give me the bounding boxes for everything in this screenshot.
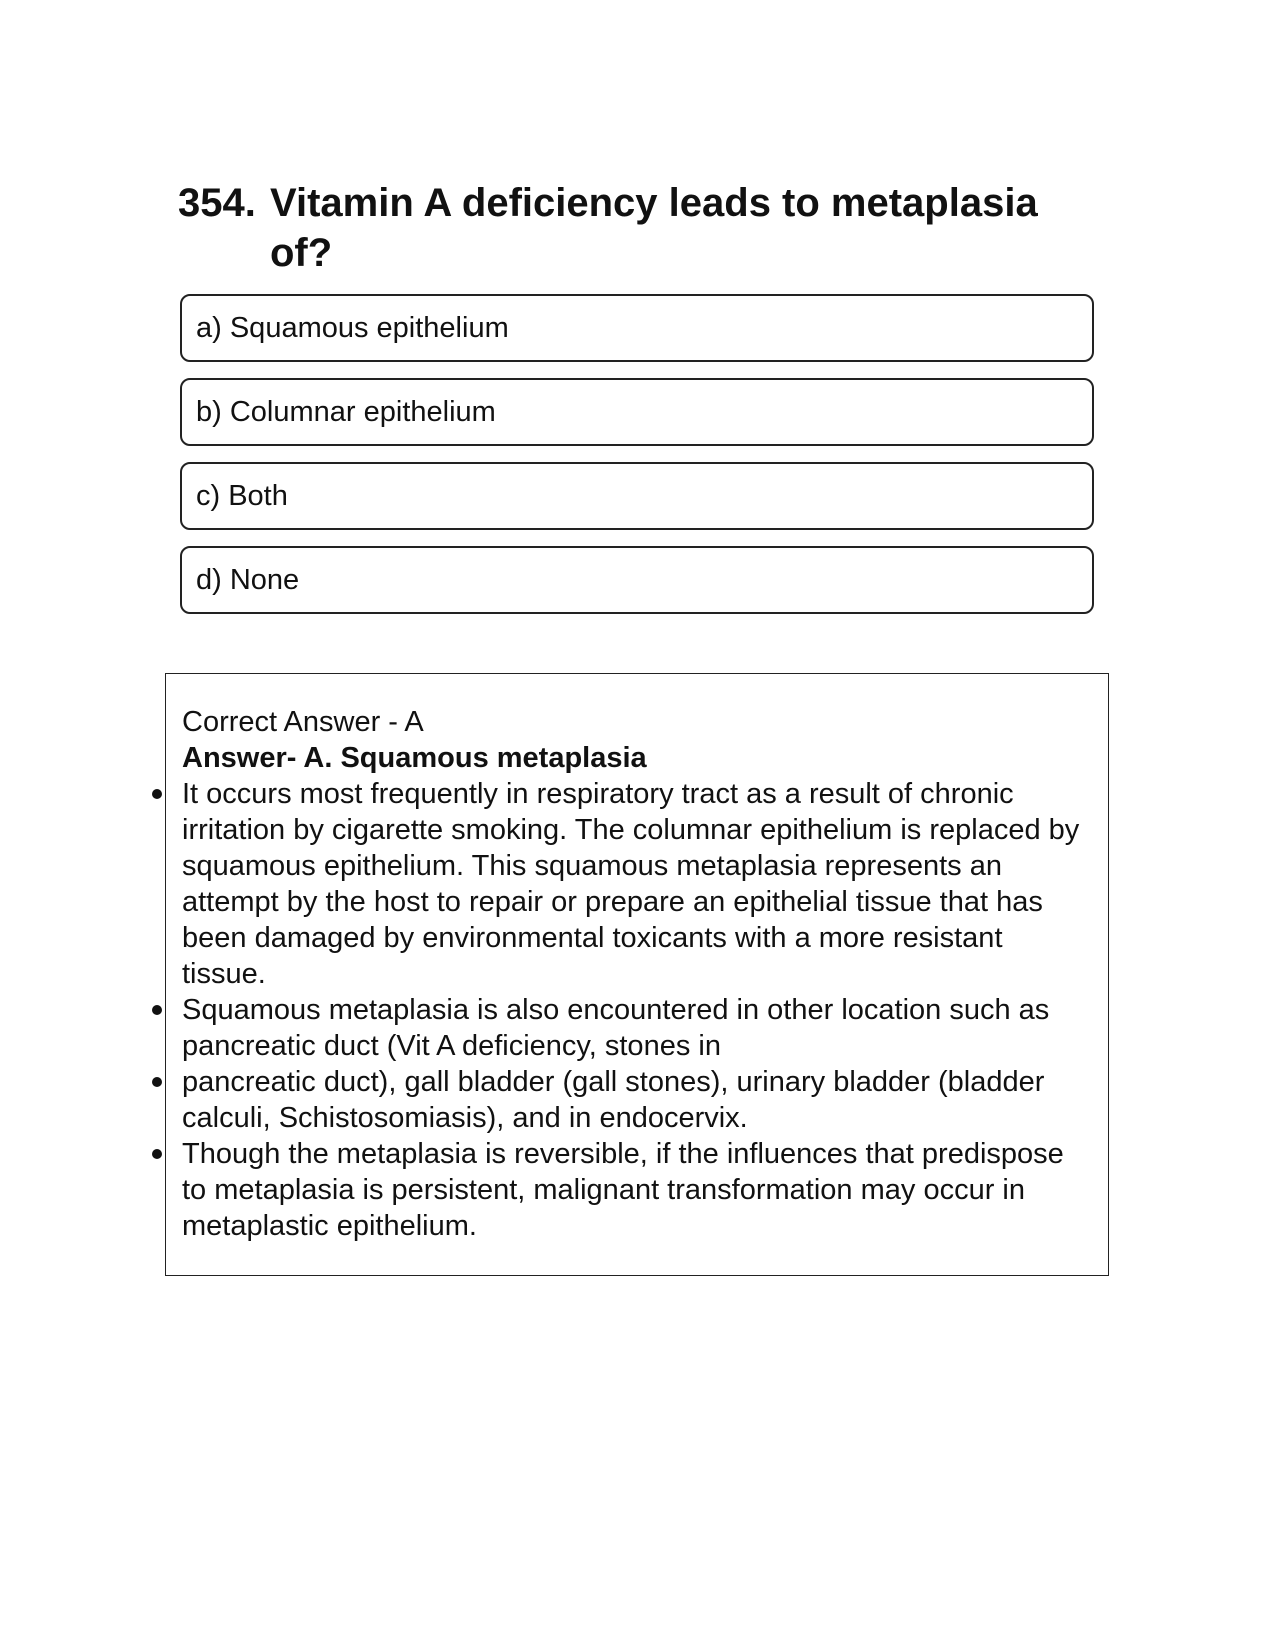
correct-answer-line: Correct Answer - A bbox=[182, 706, 424, 738]
question-number: 354. bbox=[178, 181, 256, 225]
option-b[interactable]: b) Columnar epithelium bbox=[180, 378, 1094, 446]
answer-options bbox=[180, 294, 1094, 630]
answer-title: Answer- A. Squamous metaplasia bbox=[182, 742, 647, 774]
question-heading bbox=[178, 178, 1108, 278]
explanation-item: It occurs most frequently in respiratory tract as a result of chronic irritation by cigarette smoking. The columnar epithelium is replaced by squamous epithelium. This squamous metaplasia represents an attempt by the host to repair or prepare an epithelial tissue that has been damaged by environmental toxicants with a more resistant tissue. bbox=[182, 776, 1094, 992]
answer-explanation-box bbox=[165, 673, 1109, 1276]
option-a[interactable]: a) Squamous epithelium bbox=[180, 294, 1094, 362]
explanation-item: Squamous metaplasia is also encountered in other location such as pancreatic duct (Vit A deficiency, stones in bbox=[182, 992, 1094, 1064]
option-d[interactable]: d) None bbox=[180, 546, 1094, 614]
explanation-list bbox=[182, 776, 1094, 1244]
question-text: Vitamin A deficiency leads to metaplasia of? bbox=[270, 181, 1038, 275]
option-c[interactable]: c) Both bbox=[180, 462, 1094, 530]
explanation-item: Though the metaplasia is reversible, if the influences that predispose to metaplasia is persistent, malignant transformation may occur in metaplastic epithelium. bbox=[182, 1136, 1094, 1244]
explanation-item: pancreatic duct), gall bladder (gall stones), urinary bladder (bladder calculi, Schistosomiasis), and in endocervix. bbox=[182, 1064, 1094, 1136]
